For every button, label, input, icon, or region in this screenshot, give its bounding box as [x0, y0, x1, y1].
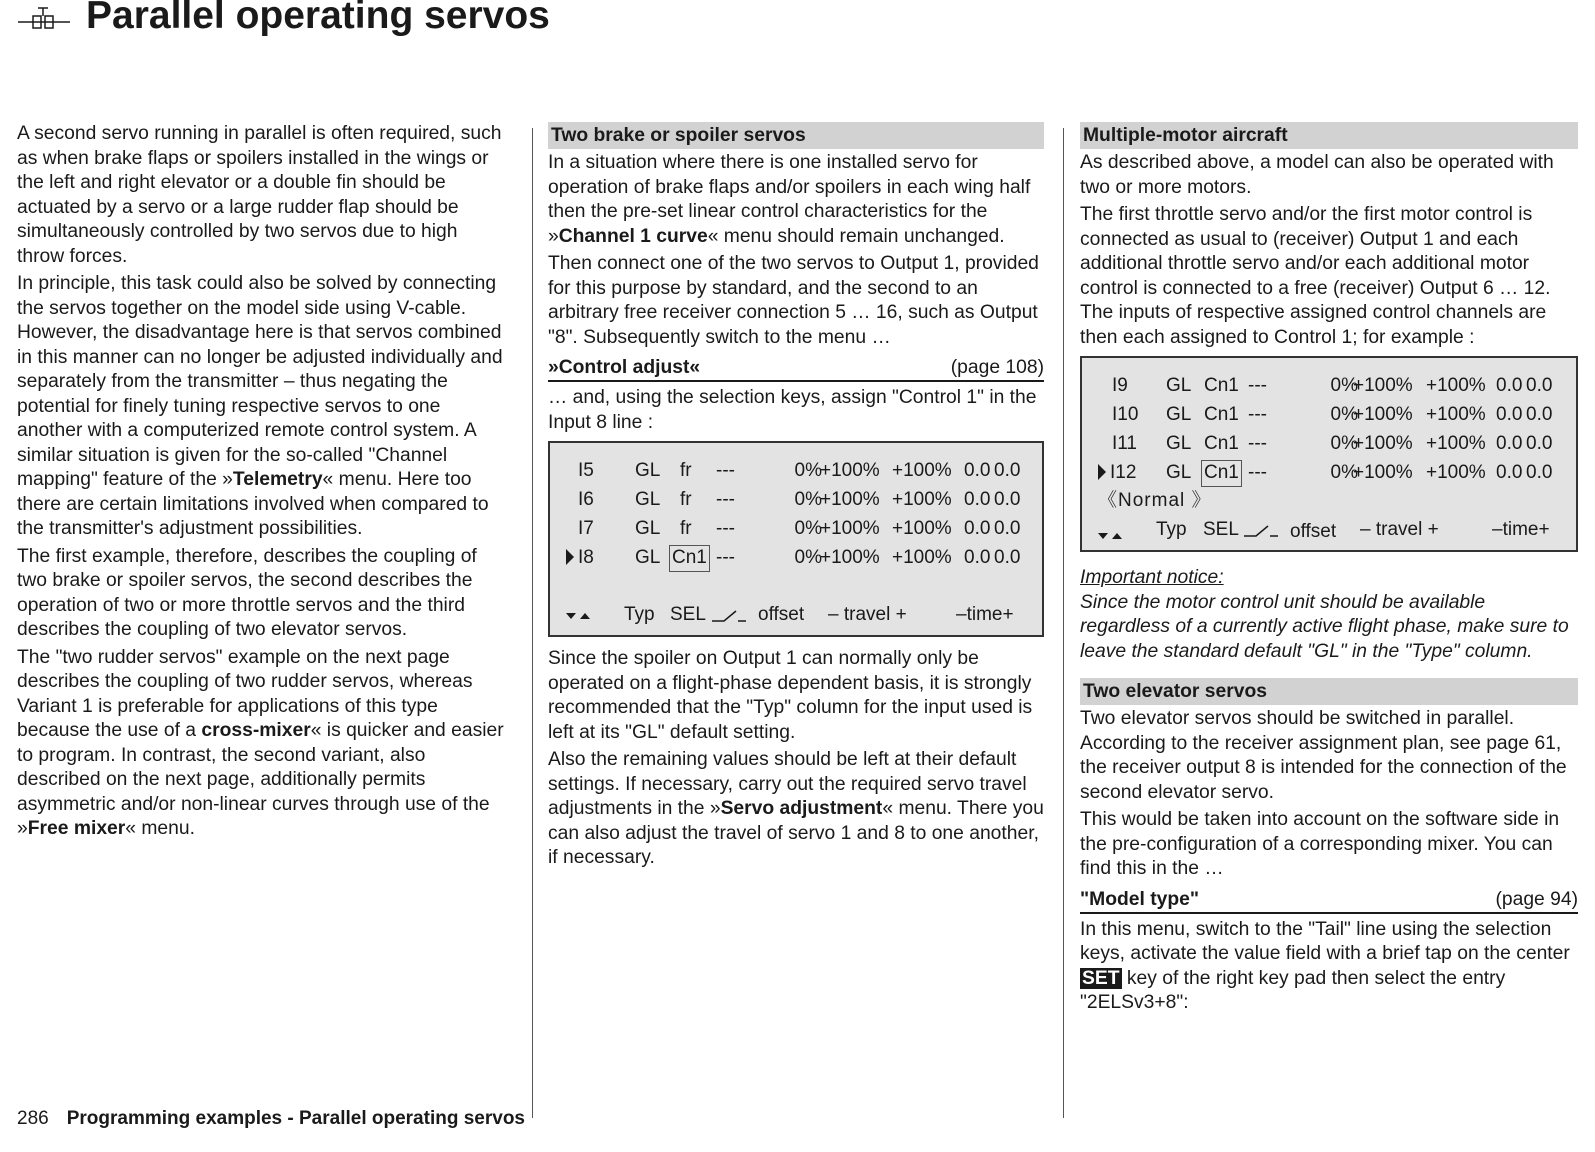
- switch-symbol-icon: [1244, 524, 1278, 538]
- menu-ref: Free mixer: [27, 818, 126, 839]
- menu-ref: Telemetry: [232, 469, 323, 490]
- cursor-arrow-icon: [566, 549, 574, 565]
- paragraph: The first throttle servo and/or the first motor control is connected as usual to (receiver) Output 1 and each additional throttle servo and/or each additional motor control is connected to a free (receiver) Output 6 … 12. The inputs of respective assigned control channels are then each assigned to Control 1; for example :: [1080, 204, 1551, 348]
- menu-ref: Servo adjustment: [720, 798, 883, 819]
- menu-ref: cross-mixer: [201, 720, 311, 741]
- notice-title: Important notice:: [1080, 567, 1224, 588]
- section-heading: Two brake or spoiler servos: [548, 122, 1044, 149]
- paragraph: In principle, this task could also be solved by connecting the servos together on the model side using V-cable. However, the disadvantage here is that servos combined in this manner can no longer be adjusted individually and separately from the transmitter – thus negating the potential for finely tuning respective servos to one another with a computerized remote control system. A similar situation is given for the so-called "Channel mapping" feature of the »Telemetry« menu. Here too there are certain limitations involved when compared to the transmitter's adjustment possibilities.: [17, 273, 503, 539]
- flight-phase-label: 《Normal 》: [1098, 490, 1212, 511]
- column-3: [1080, 122, 1578, 1019]
- cursor-arrow-icon: [1098, 464, 1106, 480]
- page-number: 286: [17, 1108, 49, 1129]
- servo-icon: [18, 6, 70, 36]
- paragraph: … and, using the selection keys, assign "Control 1" in the Input 8 line :: [548, 387, 1037, 433]
- selected-control-field: Cn1: [669, 545, 710, 572]
- selected-control-field: Cn1: [1201, 460, 1242, 487]
- up-down-arrows-icon: [1098, 530, 1134, 542]
- page-footer: [17, 1108, 525, 1130]
- paragraph: Two elevator servos should be switched in parallel. According to the receiver assignment plan, see page 61, the receiver output 8 is intended for the connection of the second elevator servo.: [1080, 708, 1567, 803]
- lcd-display-control-adjust: I5 GL fr --- 0% +100% +100% 0.0 0.0 I6 GL fr --- 0% +100% +100% 0.0 0.0 I7 GL fr --- 0% +100% +100% 0.0 0.0 I8 GL Cn1 --- 0% +100% +100% 0.0 0.0 Typ SEL offset – travel + –time+: [548, 441, 1044, 637]
- page-title: Parallel operating servos: [86, 0, 550, 37]
- section-heading: Multiple-motor aircraft: [1080, 122, 1578, 149]
- paragraph: Then connect one of the two servos to Output 1, provided for this purpose by standard, and the second to an arbitrary free receiver connection 5 … 16, such as Output "8". Subsequently switch to the menu …: [548, 253, 1039, 348]
- page-ref: (page 94): [1495, 888, 1578, 910]
- menu-reference: [1080, 888, 1578, 914]
- paragraph: This would be taken into account on the software side in the pre-configuration of a corresponding mixer. You can find this in the …: [1080, 809, 1560, 879]
- page-ref: (page 108): [950, 357, 1044, 378]
- menu-name: "Model type": [1080, 888, 1199, 910]
- column-2: [548, 122, 1044, 874]
- column-divider: [532, 128, 533, 1118]
- menu-reference: [548, 356, 1044, 382]
- column-1: [17, 122, 507, 845]
- menu-name: »Control adjust«: [548, 357, 701, 378]
- up-down-arrows-icon: [566, 610, 602, 622]
- paragraph: A second servo running in parallel is often required, such as when brake flaps or spoilers installed in the wings or the left and right elevator or a double fin should be actuated by a servo or a large rudder flap should be simultaneously controlled by two servos due to high throw forces.: [17, 123, 502, 267]
- paragraph: The "two rudder servos" example on the next page describes the coupling of two rudder servos, whereas Variant 1 is preferable for applications of this type because the use of a cross-mixer« is quicker and easier to program. In contrast, the second variant, also described on the next page, additionally permits asymmetric and/or non-linear curves through use of the »Free mixer« menu.: [17, 646, 504, 839]
- lcd-display-control-adjust-2: I9 GL Cn1 --- 0% +100% +100% 0.0 0.0 I10 GL Cn1 --- 0% +100% +100% 0.0 0.0 I11 GL Cn1 --- 0% +100% +100% 0.0 0.0 I12 GL Cn1 --- 0% +100% +100% 0.0 0.0 《Normal 》 Typ SEL offset – travel + –time+: [1080, 356, 1578, 552]
- paragraph: The first example, therefore, describes the coupling of two brake or spoiler servos, the second describes the operation of two or more throttle servos and the third describes the coupling of two elevator servos.: [17, 545, 477, 640]
- menu-ref: Channel 1 curve: [558, 225, 708, 247]
- paragraph: In a situation where there is one installed servo for operation of brake flaps and/or spoilers in each wing half then the pre-set linear control characteristics for the »Channel 1 curve« menu should remain unchanged.: [548, 152, 1031, 247]
- paragraph: As described above, a model can also be operated with two or more motors.: [1080, 152, 1554, 198]
- paragraph: In this menu, switch to the "Tail" line using the selection keys, activate the value field with a brief tap on the center SET key of the right key pad then select the entry "2ELSv3+8":: [1080, 918, 1570, 1013]
- paragraph: Also the remaining values should be left at their default settings. If necessary, carry out the required servo travel adjustments in the »Servo adjustment« menu. There you can also adjust the travel of servo 1 and 8 to one another, if necessary.: [548, 749, 1044, 868]
- paragraph: Since the spoiler on Output 1 can normally only be operated on a flight-phase dependent basis, it is strongly recommended that the "Typ" column for the input used is left at its "GL" default setting.: [548, 648, 1033, 743]
- footer-section: Programming examples - Parallel operating servos: [66, 1108, 525, 1129]
- column-divider: [1063, 128, 1064, 1118]
- notice-text: Since the motor control unit should be available regardless of a currently active flight phase, make sure to leave the standard default "GL" in the "Type" column.: [1080, 591, 1569, 662]
- switch-symbol-icon: [712, 609, 746, 623]
- section-heading: Two elevator servos: [1080, 678, 1578, 705]
- set-key-label: SET: [1082, 967, 1120, 989]
